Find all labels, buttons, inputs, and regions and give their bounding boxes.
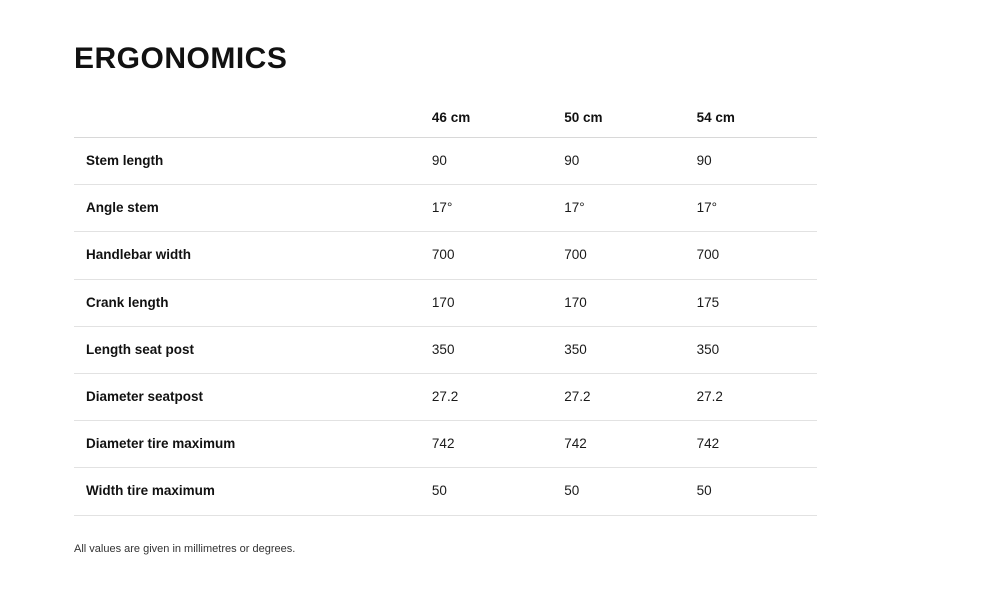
row-value: 17° — [420, 185, 552, 232]
row-label: Diameter seatpost — [74, 373, 420, 420]
table-row — [74, 138, 817, 185]
row-value: 27.2 — [552, 373, 684, 420]
row-label: Handlebar width — [74, 232, 420, 279]
ergonomics-spec-table — [74, 110, 817, 516]
table-row — [74, 232, 817, 279]
table-row — [74, 468, 817, 515]
row-label: Stem length — [74, 138, 420, 185]
row-value: 17° — [685, 185, 817, 232]
row-value: 700 — [685, 232, 817, 279]
table-row — [74, 421, 817, 468]
table-body — [74, 138, 817, 516]
row-value: 90 — [552, 138, 684, 185]
table-header — [74, 110, 817, 138]
row-label: Crank length — [74, 279, 420, 326]
row-value: 350 — [685, 326, 817, 373]
row-value: 742 — [685, 421, 817, 468]
row-label: Diameter tire maximum — [74, 421, 420, 468]
row-value: 700 — [552, 232, 684, 279]
row-value: 700 — [420, 232, 552, 279]
row-value: 17° — [552, 185, 684, 232]
row-value: 742 — [552, 421, 684, 468]
row-label: Angle stem — [74, 185, 420, 232]
column-header-size-2: 50 cm — [552, 110, 684, 138]
row-label: Width tire maximum — [74, 468, 420, 515]
row-value: 170 — [552, 279, 684, 326]
row-value: 50 — [552, 468, 684, 515]
row-value: 90 — [685, 138, 817, 185]
row-value: 350 — [420, 326, 552, 373]
row-value: 27.2 — [420, 373, 552, 420]
row-value: 350 — [552, 326, 684, 373]
table-row — [74, 185, 817, 232]
row-value: 27.2 — [685, 373, 817, 420]
column-header-label — [74, 110, 420, 138]
table-row — [74, 279, 817, 326]
row-value: 50 — [685, 468, 817, 515]
row-value: 50 — [420, 468, 552, 515]
row-value: 742 — [420, 421, 552, 468]
row-value: 170 — [420, 279, 552, 326]
page-title: ERGONOMICS — [74, 42, 288, 75]
table-header-row — [74, 110, 817, 138]
table-row — [74, 373, 817, 420]
row-label: Length seat post — [74, 326, 420, 373]
row-value: 90 — [420, 138, 552, 185]
table-row — [74, 326, 817, 373]
column-header-size-1: 46 cm — [420, 110, 552, 138]
table-footnote: All values are given in millimetres or degrees. — [74, 543, 296, 555]
row-value: 175 — [685, 279, 817, 326]
column-header-size-3: 54 cm — [685, 110, 817, 138]
